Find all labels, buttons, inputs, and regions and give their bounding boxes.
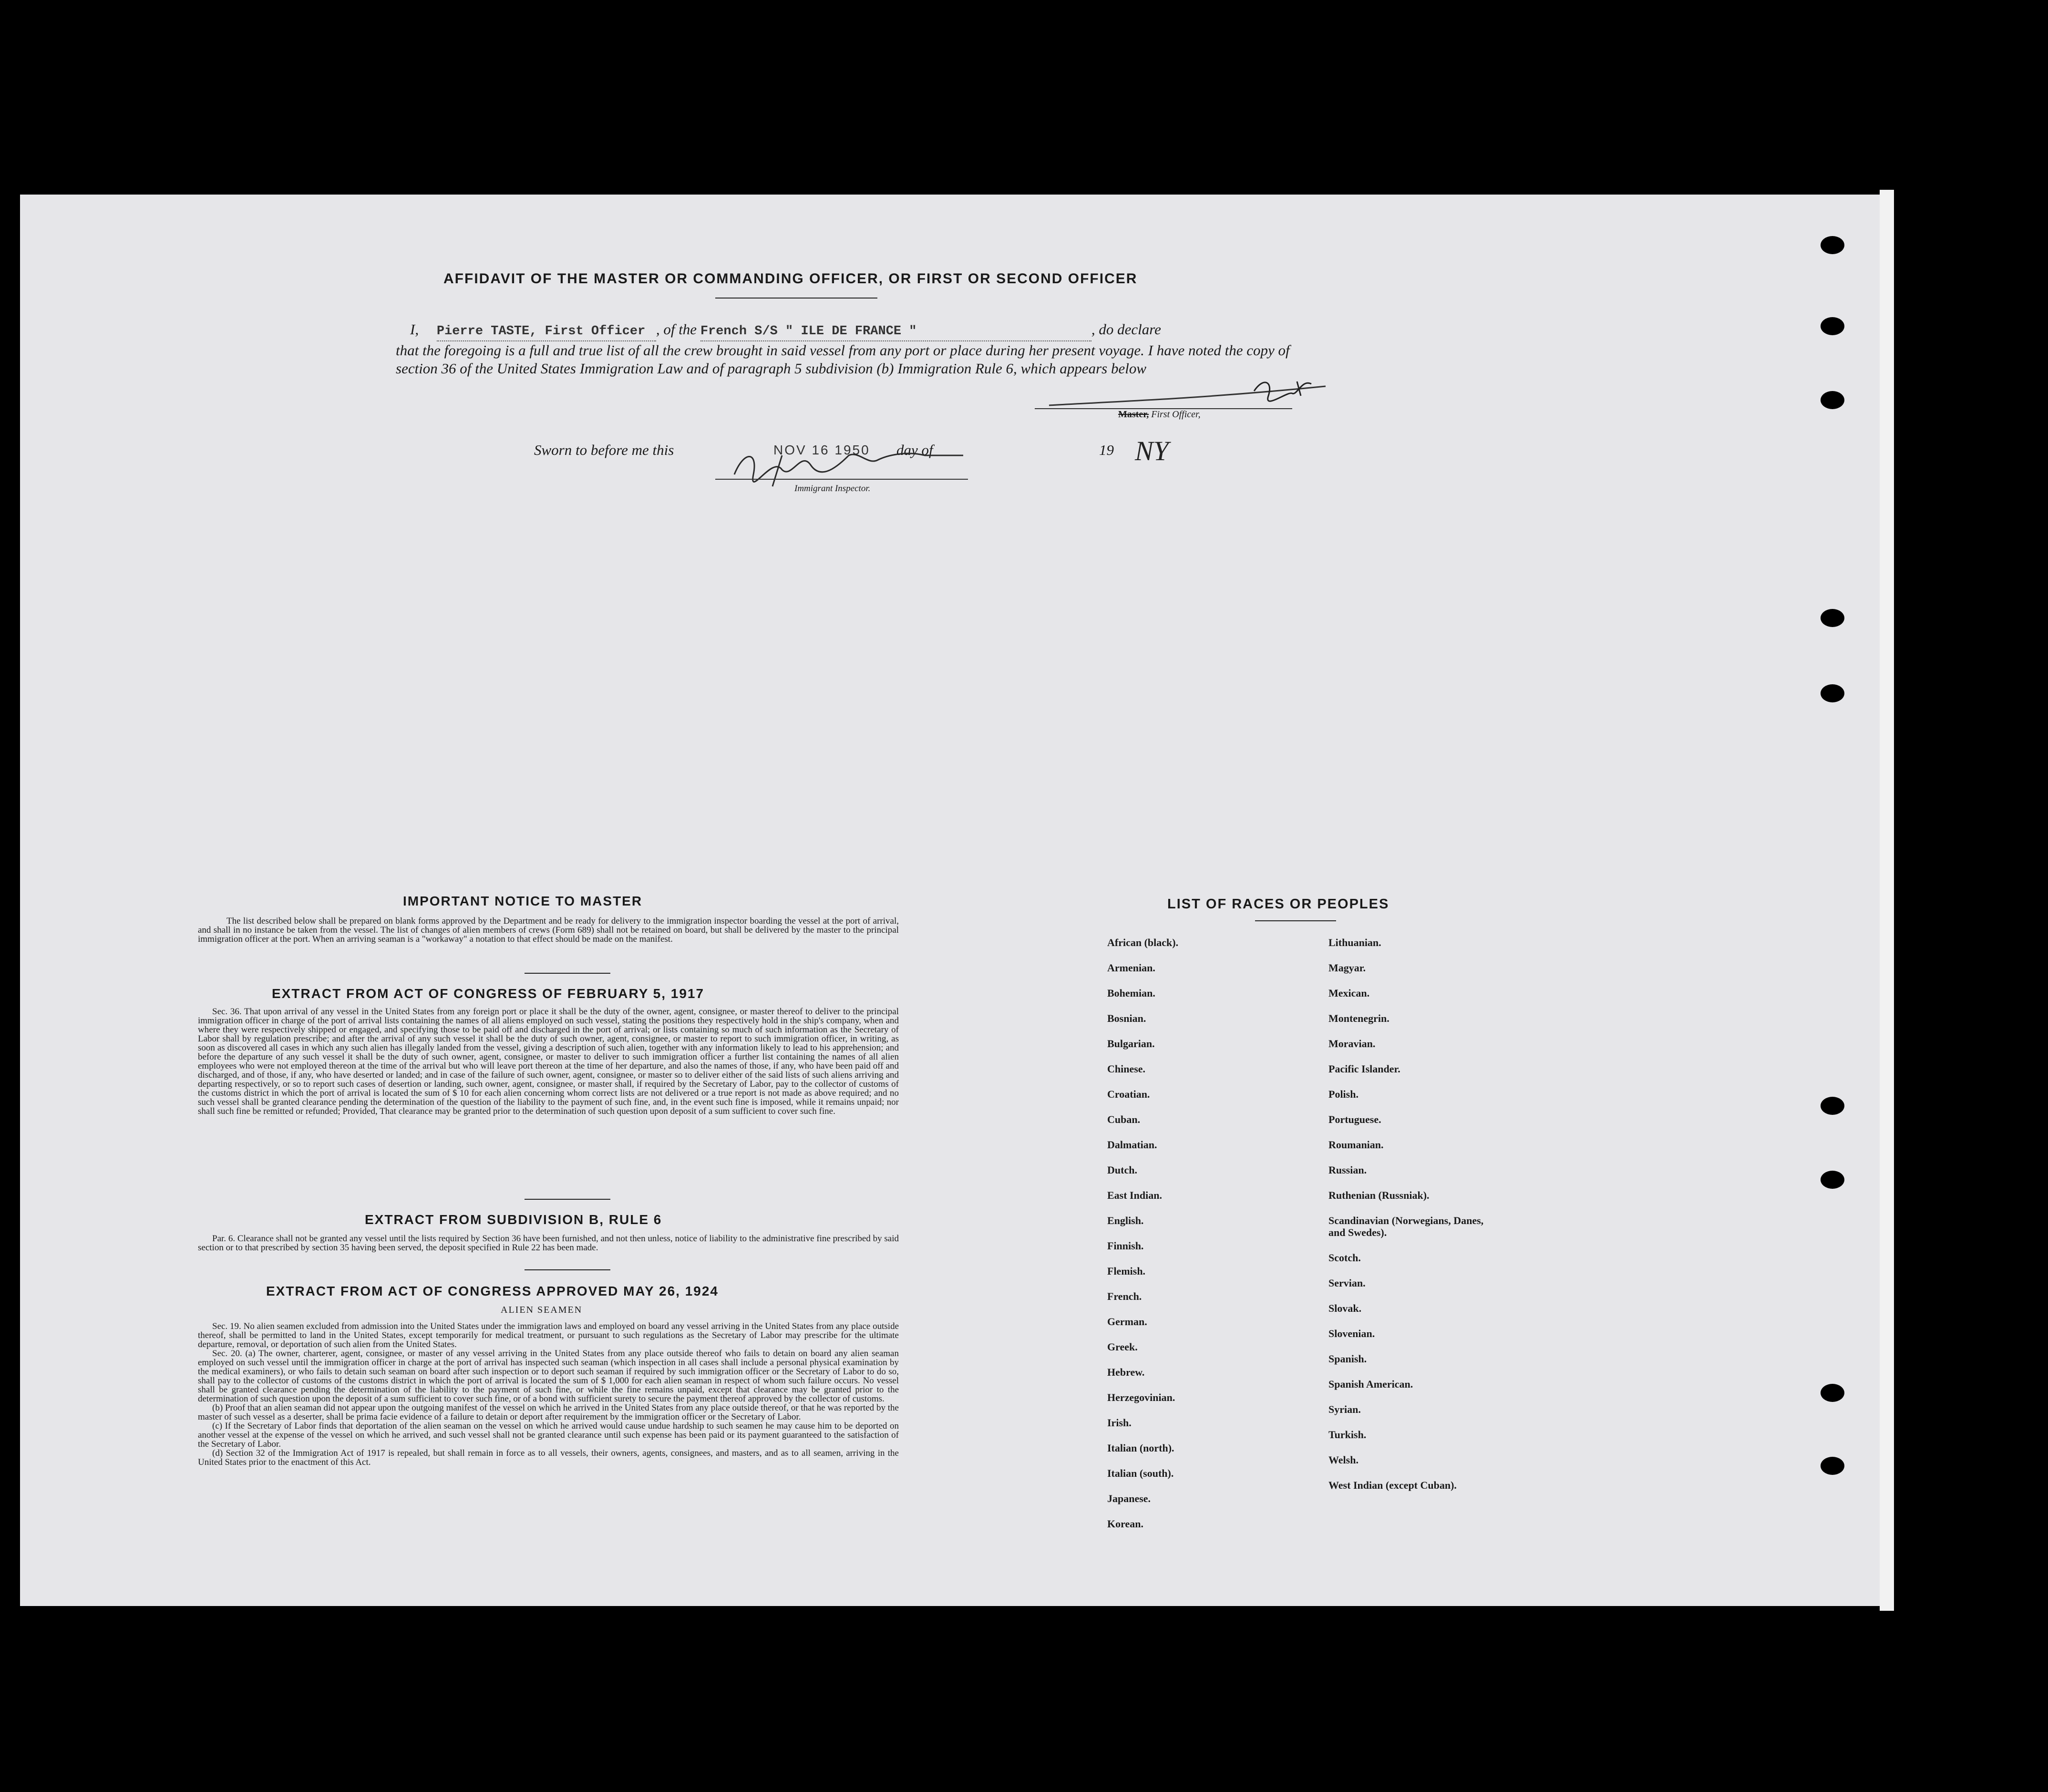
race-item: Slovenian. (1328, 1328, 1375, 1339)
do-declare-label: , do declare (1091, 321, 1161, 338)
race-item: Mexican. (1328, 987, 1370, 999)
binder-hole (1821, 1384, 1844, 1402)
extract-1917-title: EXTRACT FROM ACT OF CONGRESS OF FEBRUARY 5, 1917 (272, 986, 705, 1001)
race-item: Scandinavian (Norwegians, Danes, and Swedes). (1328, 1215, 1484, 1238)
race-item: Chinese. (1107, 1063, 1146, 1075)
binder-hole (1821, 236, 1844, 254)
section-36-paragraph: Sec. 36. That upon arrival of any vessel in the United States from any foreign port or place it shall be the duty of the owner, agent, consignee, or master thereof to deliver to the principal immigration officer in charge of the port of arrival lists containing the names of all aliens employed on such vessel, stating the positions they respectively hold in the ship's company, when and where they were respectively shipped or engaged, and specifying those to be paid off and discharged in the port of arrival; or lists containing so much of such information as the Secretary of Labor shall by regulation prescribe; and after the arrival of any such vessel it shall be the duty of such owner, agent, consignee, or master to report to such immigration officer, in writing, as soon as discovered all cases in which any such alien has illegally landed from the vessel, giving a description of such alien, together with any information likely to lead to his apprehension; and before the departure of any such vessel it shall be the duty of such owner, agent, consignee, or master to deliver to such immigration officer a further list containing the names of all alien employees who were not employed thereon at the time of the arrival but who will leave port thereon at the time of her departure, and also the names of those, if any, who have been paid off and discharged, and of those, if any, who have deserted or landed; and in case of the failure of such owner, agent, consignee, or master so to deliver either of the said lists of such aliens arriving and departing respectively, or so to report such cases of desertion or landing, such owner, agent, consignee, or master shall, if required by the Secretary of Labor, pay to the collector of customs of the customs district in which the port of arrival is located the sum of $ 10 for each alien concerning whom correct lists are not delivered or a true report is not made as above required; and no such vessel shall be granted clearance pending the determination of the question of the liability to the payment of such fine, and, in the event such fine is imposed, while it remains unpaid; nor shall such fine be remitted or refunded; Provided, That clearance may be granted prior to the determination of such question upon deposit of a sum sufficient to cover such fine. (198, 1007, 899, 1116)
extract-1917-body (198, 1007, 899, 1116)
race-item: Hebrew. (1107, 1366, 1145, 1378)
race-item: Servian. (1328, 1277, 1366, 1289)
race-item: Portuguese. (1328, 1113, 1381, 1125)
races-column-1 (1107, 937, 1279, 1543)
vessel-field (700, 320, 1091, 341)
notice-paragraph: The list described below shall be prepared on blank forms approved by the Department and be ready for delivery to the immigration inspector boarding the vessel at the port of arrival, and shall in no instance be taken from the vessel. The list of changes of alien members of crews (Form 689) shall not be retained on board, but shall be delivered by the master to the principal immigration officer at the port. When an arriving seaman is a "workaway" a notation to that effect should be made on the manifest. (198, 916, 899, 944)
race-item: Dutch. (1107, 1164, 1137, 1176)
race-item: Montenegrin. (1328, 1012, 1389, 1024)
race-item: Bosnian. (1107, 1012, 1146, 1024)
race-item: Korean. (1107, 1518, 1143, 1530)
affidavit-declaration (396, 320, 1292, 378)
inspector-signature-line (715, 479, 968, 480)
subdivision-b-body (198, 1234, 899, 1252)
section-divider (525, 1199, 610, 1200)
race-item: Pacific Islander. (1328, 1063, 1400, 1075)
year-handwritten: NY (1135, 435, 1169, 466)
race-item: Ruthenian (Russniak). (1328, 1189, 1430, 1201)
extract-1924-body (198, 1322, 899, 1467)
race-item: Roumanian. (1328, 1139, 1384, 1151)
affidavit-i: I, (410, 321, 419, 338)
paragraph-6: Par. 6. Clearance shall not be granted any vessel until the lists required by Section 36 have been furnished, and not then unless, notice of liability to the administrative fine prescribed by said section or to that prescribed by section 35 having been served, the deposit specified in Rule 22 has been made. (198, 1234, 899, 1253)
declaration-text: that the foregoing is a full and true list of all the crew brought in said vessel from any port or place during her present voyage. I have noted the copy of section 36 of the United States Immigration Law and of paragraph 5 subdivision (b) Immigration Rule 6, which appears below (396, 342, 1290, 377)
page-edge (1880, 190, 1894, 1611)
notice-body (198, 917, 899, 944)
title-divider (715, 298, 877, 299)
binder-hole (1821, 1171, 1844, 1189)
race-item: Greek. (1107, 1341, 1138, 1353)
race-item: Bulgarian. (1107, 1038, 1155, 1050)
officer-name-value: Pierre TASTE, First Officer (436, 324, 646, 339)
race-item: Russian. (1328, 1164, 1367, 1176)
race-item: Armenian. (1107, 962, 1155, 974)
race-item: Spanish. (1328, 1353, 1367, 1365)
binder-hole (1821, 391, 1844, 409)
race-item: English. (1107, 1215, 1144, 1226)
section-divider (525, 1269, 610, 1270)
race-item: Lithuanian. (1328, 937, 1381, 948)
race-item: Herzegovinian. (1107, 1391, 1175, 1403)
alien-seamen-subtitle: ALIEN SEAMEN (501, 1305, 583, 1315)
section-divider (525, 973, 610, 974)
race-item: Flemish. (1107, 1265, 1146, 1277)
binder-hole (1821, 609, 1844, 627)
race-item: Irish. (1107, 1417, 1132, 1429)
section-20c-paragraph: (c) If the Secretary of Labor finds that deportation of the alien seaman on the vessel on which he arrived would cause undue hardship to such seamen he may cause him to be deported on another vessel at the expense of the vessel on which he arrived, and such vessel shall not be granted clearance until such expense has been paid or its payment guaranteed to the satisfaction of the Secretary of Labor. (198, 1421, 899, 1449)
race-item: Syrian. (1328, 1403, 1361, 1415)
race-item: French. (1107, 1290, 1142, 1302)
race-item: Magyar. (1328, 962, 1366, 974)
race-item: Italian (south). (1107, 1467, 1174, 1479)
race-item: Polish. (1328, 1088, 1358, 1100)
race-item: West Indian (except Cuban). (1328, 1479, 1457, 1491)
year-prefix: 19 (1099, 442, 1114, 458)
section-19-paragraph: Sec. 19. No alien seamen excluded from admission into the United States under the immigration laws and employed on board any vessel arriving in the United States from any place outside thereof, shall be permitted to land in the United States, except temporarily for medical treatment, or pursuant to such regulations as the Secretary of Labor may prescribe for the ultimate departure, removal, or deportation of such alien from the United States. (198, 1321, 899, 1349)
race-item: Croatian. (1107, 1088, 1150, 1100)
race-item: African (black). (1107, 937, 1179, 948)
race-item: Slovak. (1328, 1302, 1362, 1314)
inspector-signature (725, 446, 973, 489)
binder-hole (1821, 317, 1844, 335)
section-20d-paragraph: (d) Section 32 of the Immigration Act of 1917 is repealed, but shall remain in force as to all vessels, their owners, agents, consignees, and masters, and as to all seamen, arriving in the United States prior to the enactment of this Act. (198, 1448, 899, 1467)
race-item: East Indian. (1107, 1189, 1162, 1201)
extract-1924-title: EXTRACT FROM ACT OF CONGRESS APPROVED MAY 26, 1924 (266, 1284, 719, 1298)
binder-hole (1821, 1457, 1844, 1475)
race-item: Moravian. (1328, 1038, 1376, 1050)
day-of-label: day of (896, 442, 933, 458)
race-item: Japanese. (1107, 1493, 1151, 1504)
officer-name-field (437, 320, 656, 341)
race-item: Turkish. (1328, 1429, 1367, 1441)
race-item: Spanish American. (1328, 1378, 1413, 1390)
subdivision-b-title: EXTRACT FROM SUBDIVISION B, RULE 6 (365, 1212, 662, 1227)
section-20b-paragraph: (b) Proof that an alien seaman did not appear upon the outgoing manifest of the vessel on which he arrived in the United States from any place outside thereof, or that he was reported by the master of such vessel as a deserter, shall be prima facie evidence of a failure to detain or deport after requirement by the immigration officer or the Secretary of Labor. (198, 1403, 899, 1422)
race-item: Scotch. (1328, 1252, 1361, 1264)
race-item: Italian (north). (1107, 1442, 1174, 1454)
binder-hole (1821, 1097, 1844, 1115)
binder-hole (1821, 684, 1844, 702)
affidavit-title: AFFIDAVIT OF THE MASTER OR COMMANDING OFFICER, OR FIRST OR SECOND OFFICER (443, 271, 1138, 287)
date-stamp: NOV 16 1950 (773, 443, 870, 457)
race-item: Welsh. (1328, 1454, 1358, 1466)
signature-title: Master, First Officer, (1118, 409, 1201, 420)
race-item: Cuban. (1107, 1113, 1141, 1125)
race-item: German. (1107, 1316, 1147, 1328)
race-item: Dalmatian. (1107, 1139, 1157, 1151)
races-title: LIST OF RACES OR PEOPLES (1167, 896, 1389, 912)
races-divider (1255, 920, 1336, 921)
race-item: Finnish. (1107, 1240, 1144, 1252)
inspector-title: Immigrant Inspector. (794, 484, 871, 494)
section-20a-paragraph: Sec. 20. (a) The owner, charterer, agent, consignee, or master of any vessel arriving in the United States from any place outside thereof who fails to detain on board any alien seaman employed on such vessel until the immigration officer in charge at the port of arrival has inspected such seaman (which inspection in all cases shall include a personal physical examination by the medical examiners), or who fails to detain such seaman on board after such inspection or to deport such seaman if required by such immigration officer or the Secretary of Labor to do so, shall pay to the collector of customs of the customs district in which the port of arrival is located the sum of $ 1,000 for each alien seaman in respect of whom such failure occurs. No vessel shall be granted clearance pending the determination of the liability to the payment of such fine, or while the fine remains unpaid, except that clearance may be granted prior to the determination of such question upon the deposit of a sum sufficient to cover such fine, or of a bond with sufficient surety to secure the payment thereof approved by the collector of customs. (198, 1349, 899, 1404)
sworn-label: Sworn to before me this (534, 442, 674, 458)
races-column-2 (1328, 937, 1500, 1504)
of-the-label: , of the (656, 321, 697, 338)
notice-title: IMPORTANT NOTICE TO MASTER (403, 894, 643, 908)
race-item: Bohemian. (1107, 987, 1155, 999)
vessel-value: French S/S " ILE DE FRANCE " (700, 324, 917, 339)
